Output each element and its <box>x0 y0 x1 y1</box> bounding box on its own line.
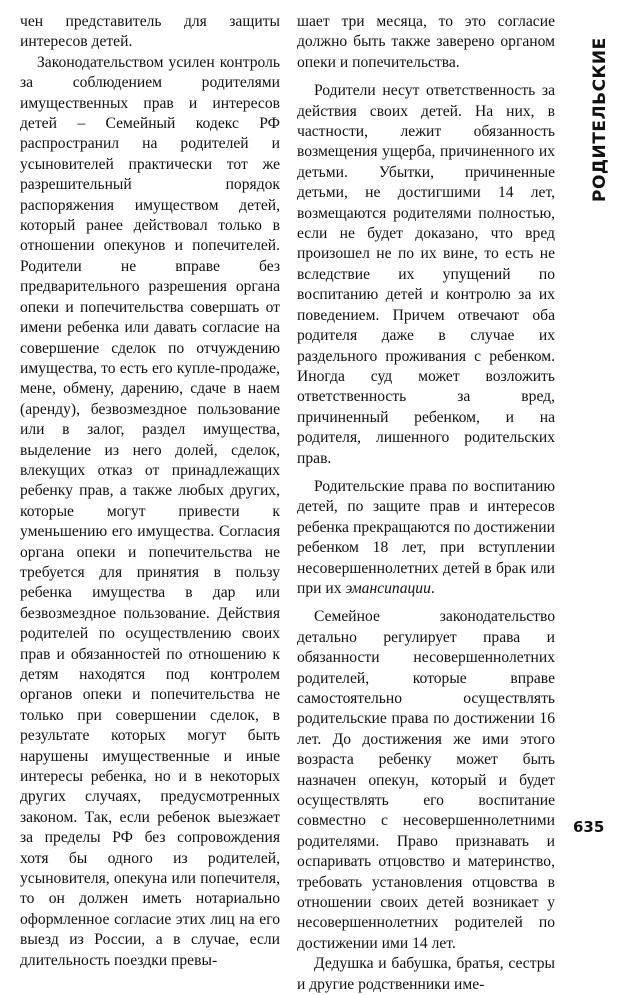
paragraph-continued: чен представитель для защиты интересов детей. <box>20 13 280 51</box>
page-number: 635 <box>573 818 605 836</box>
termination-end: . <box>430 579 435 597</box>
paragraph-termination <box>297 477 555 599</box>
running-head: РОДИТЕЛЬСКИЕ <box>590 37 610 202</box>
paragraph-continued-right: шает три месяца, то это согласие должно быть также заверено органом опеки и попечительства. <box>297 13 555 71</box>
paragraph-responsibility: Родители несут ответственность за действия своих детей. На них, в частности, лежит обязанность возмещения ущерба, причиненного их детьми. Убытки, причиненные детьми, не достигшими 14 лет, возмещаются родителями полностью, если не будет доказано, что вред произошел не по их вине, то есть не вследствие их упущений по воспитанию детей и контролю за их поведением. Причем отвечают оба родителя даже в случае их раздельного проживания с ребенком. Иногда суд может возложить ответственность за вред, причиненный ребенком, и на родителя, лишенного родительских прав. <box>297 82 555 467</box>
right-text-column <box>297 12 555 995</box>
paragraph-parental-control: Законодательством усилен контроль за соблюдением родителями имущественных прав и интересов детей – Семейный кодекс РФ распространил на родителей и усыновителей практически тот же разрешительный порядок распоряжения имуществом детей, который ранее действовал только в отношении опекунов и попечителей. Родители не вправе без предварительного разрешения органа опеки и попечительства совершать от имени ребенка или давать согласие на совершение сделок по отчуждению имущества, то есть его купле-продаже, мене, обмену, дарению, сдаче в наем (аренду), безвозмездное пользование или в залог, раздел имущества, выделение из него долей, сделок, влекущих отказ от принадлежащих ребенку прав, а также любых других, которые могут привести к уменьшению его имущества. Согласия органа опеки и попечительства не требуется для принятия в пользу ребенка имущества в дар или безвозмездное пользование. Действия родителей по осуществлению своих прав и обязанностей по отношению к детям находятся под контролем органов опеки и попечительства не только при совершении сделок, в результате которых могут быть нарушены имущественные и иные интересы ребенка, но и в некоторых других случаях, предусмотренных законом. Так, если ребенок выезжает за пределы РФ без сопровождения хотя бы одного из родителей, усыновителя, опекуна или попечителя, то он должен иметь нотариально оформленное согласие этих лиц на его выезд из России, а в случае, если длительность поездки превы- <box>20 53 280 969</box>
term-emancipation: эмансипации <box>345 579 431 597</box>
left-text-column <box>20 12 280 971</box>
paragraph-minor-parents: Семейное законодательство детально регулирует права и обязанности несовершеннолетних родителей, которые вправе самостоятельно осуществлять родительские права по достижении 16 лет. До достижения же ими этого возраста ребенку может быть назначен опекун, который и будет осуществлять его воспитание совместно с несовершеннолетними родителями. Право признавать и оспаривать отцовство и материнство, требовать установления отцовства в отношении своих детей возникает у несовершеннолетних родителей по достижении ими 14 лет. <box>297 608 555 952</box>
termination-text: Родительские права по воспитанию детей, по защите прав и интересов ребенка прекращаются по достижении ребенком 18 лет, при вступлении несовершеннолетних детей в брак или при их <box>297 477 555 597</box>
paragraph-relatives: Дедушка и бабушка, братья, сестры и другие родственники име- <box>297 955 555 993</box>
